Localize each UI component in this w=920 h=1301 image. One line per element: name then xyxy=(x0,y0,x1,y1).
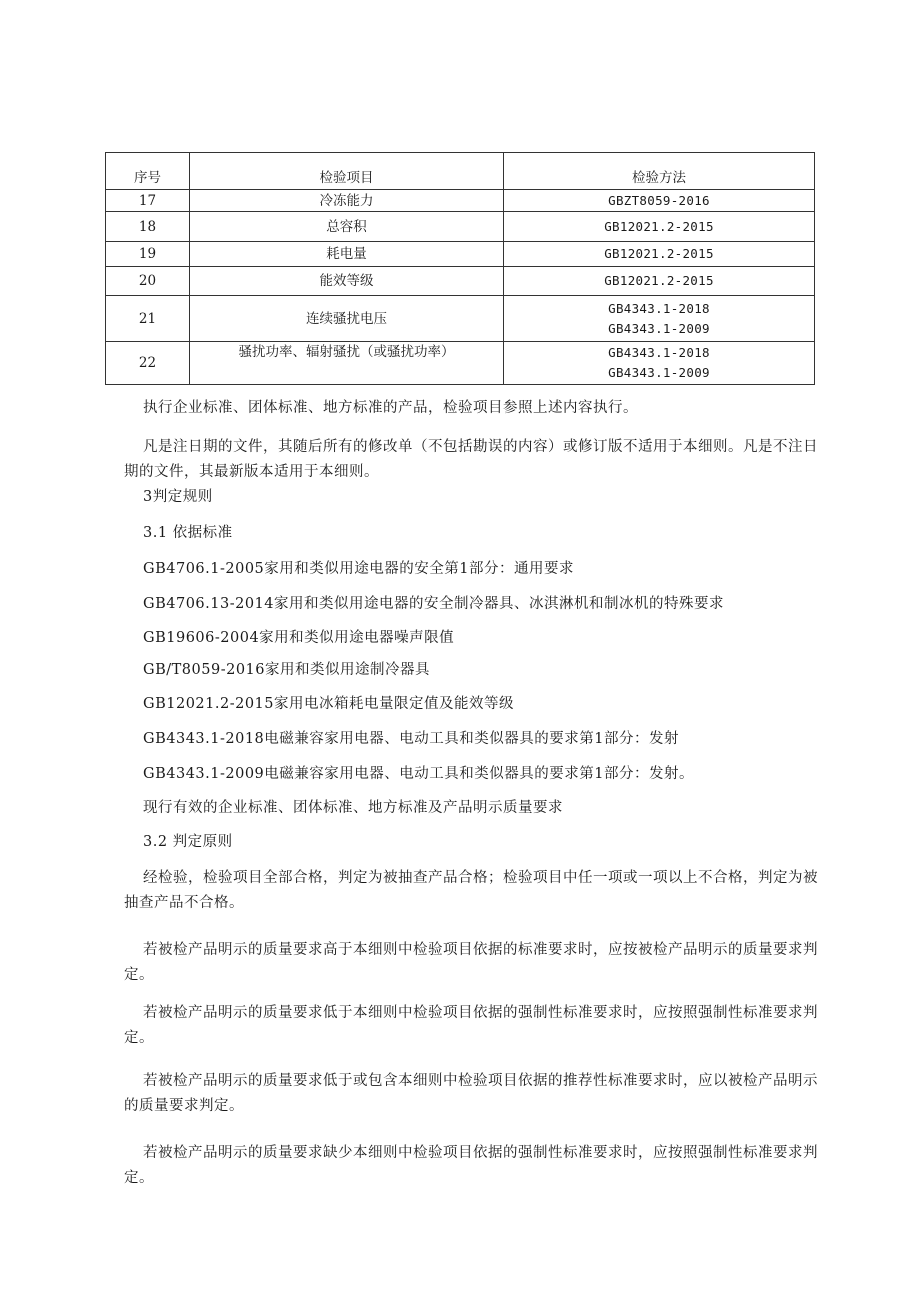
table-row xyxy=(106,267,815,296)
rule-paragraph: 若被检产品明示的质量要求高于本细则中检验项目依据的标准要求时，应按被检产品明示的质量要求判定。 xyxy=(124,942,818,983)
method-line: GB12021.2-2015 xyxy=(604,218,714,234)
table-row xyxy=(106,242,815,267)
row-seq: 22 xyxy=(106,342,190,385)
table-row xyxy=(106,190,815,212)
table-row xyxy=(106,212,815,242)
method-line: GB4343.1-2009 xyxy=(608,365,710,380)
table-row xyxy=(106,296,815,342)
heading-judgement-principles: 3.2 判定原则 xyxy=(143,834,233,850)
standard-item: 现行有效的企业标准、团体标准、地方标准及产品明示质量要求 xyxy=(143,800,563,816)
method-line: GB4343.1-2018 xyxy=(608,345,710,360)
row-seq: 20 xyxy=(106,267,190,296)
row-method xyxy=(504,267,815,296)
row-item: 能效等级 xyxy=(190,267,504,296)
method-line: GB12021.2-2015 xyxy=(604,246,714,261)
standard-item: GB/T8059-2016家用和类似用途制冷器具 xyxy=(143,662,430,678)
row-item: 总容积 xyxy=(190,212,504,242)
standard-item: GB4343.1-2018电磁兼容家用电器、电动工具和类似器具的要求第1部分：发射 xyxy=(143,731,679,747)
row-item: 冷冻能力 xyxy=(190,190,504,212)
table-header-row xyxy=(106,153,815,190)
method-line: GB4343.1-2018 xyxy=(608,300,710,316)
method-line: GB12021.2-2015 xyxy=(604,273,714,288)
standard-item: GB4706.1-2005家用和类似用途电器的安全第1部分：通用要求 xyxy=(143,561,574,577)
method-line: GB4343.1-2009 xyxy=(608,320,710,336)
row-item: 连续骚扰电压 xyxy=(190,296,504,342)
heading-basis-standards: 3.1 依据标准 xyxy=(143,525,233,541)
header-item: 检验项目 xyxy=(190,153,504,190)
row-seq: 18 xyxy=(106,212,190,242)
row-seq: 21 xyxy=(106,296,190,342)
rule-paragraph: 经检验，检验项目全部合格，判定为被抽查产品合格；检验项目中任一项或一项以上不合格，判定为被抽查产品不合格。 xyxy=(124,870,818,911)
row-method xyxy=(504,190,815,212)
row-method xyxy=(504,212,815,242)
header-method: 检验方法 xyxy=(504,153,815,190)
paragraph-scope: 执行企业标准、团体标准、地方标准的产品，检验项目参照上述内容执行。 xyxy=(143,400,638,416)
standard-item: GB4706.13-2014家用和类似用途电器的安全制冷器具、冰淇淋机和制冰机的特殊要求 xyxy=(143,596,724,612)
standard-item: GB19606-2004家用和类似用途电器噪声限值 xyxy=(143,630,455,646)
row-seq: 19 xyxy=(106,242,190,267)
standard-item: GB12021.2-2015家用电冰箱耗电量限定值及能效等级 xyxy=(143,696,514,712)
header-seq: 序号 xyxy=(106,153,190,190)
rule-paragraph: 若被检产品明示的质量要求低于或包含本细则中检验项目依据的推荐性标准要求时，应以被检产品明示的质量要求判定。 xyxy=(124,1073,818,1114)
row-method xyxy=(504,296,815,342)
row-method xyxy=(504,242,815,267)
paragraph-dated-refs: 凡是注日期的文件，其随后所有的修改单（不包括勘误的内容）或修订版不适用于本细则。凡是不注日期的文件，其最新版本适用于本细则。 xyxy=(124,439,818,480)
rule-paragraph: 若被检产品明示的质量要求缺少本细则中检验项目依据的强制性标准要求时，应按照强制性标准要求判定。 xyxy=(124,1145,818,1186)
standard-item: GB4343.1-2009电磁兼容家用电器、电动工具和类似器具的要求第1部分：发射。 xyxy=(143,766,694,782)
row-item: 耗电量 xyxy=(190,242,504,267)
row-item: 骚扰功率、辐射骚扰（或骚扰功率） xyxy=(190,342,504,385)
row-method xyxy=(504,342,815,385)
heading-judgement-rules: 3判定规则 xyxy=(143,489,213,505)
method-line: GBZT8059-2016 xyxy=(608,192,710,208)
row-seq: 17 xyxy=(106,190,190,212)
rule-paragraph: 若被检产品明示的质量要求低于本细则中检验项目依据的强制性标准要求时，应按照强制性标准要求判定。 xyxy=(124,1005,818,1046)
inspection-items-table xyxy=(105,152,815,385)
table-row xyxy=(106,342,815,385)
